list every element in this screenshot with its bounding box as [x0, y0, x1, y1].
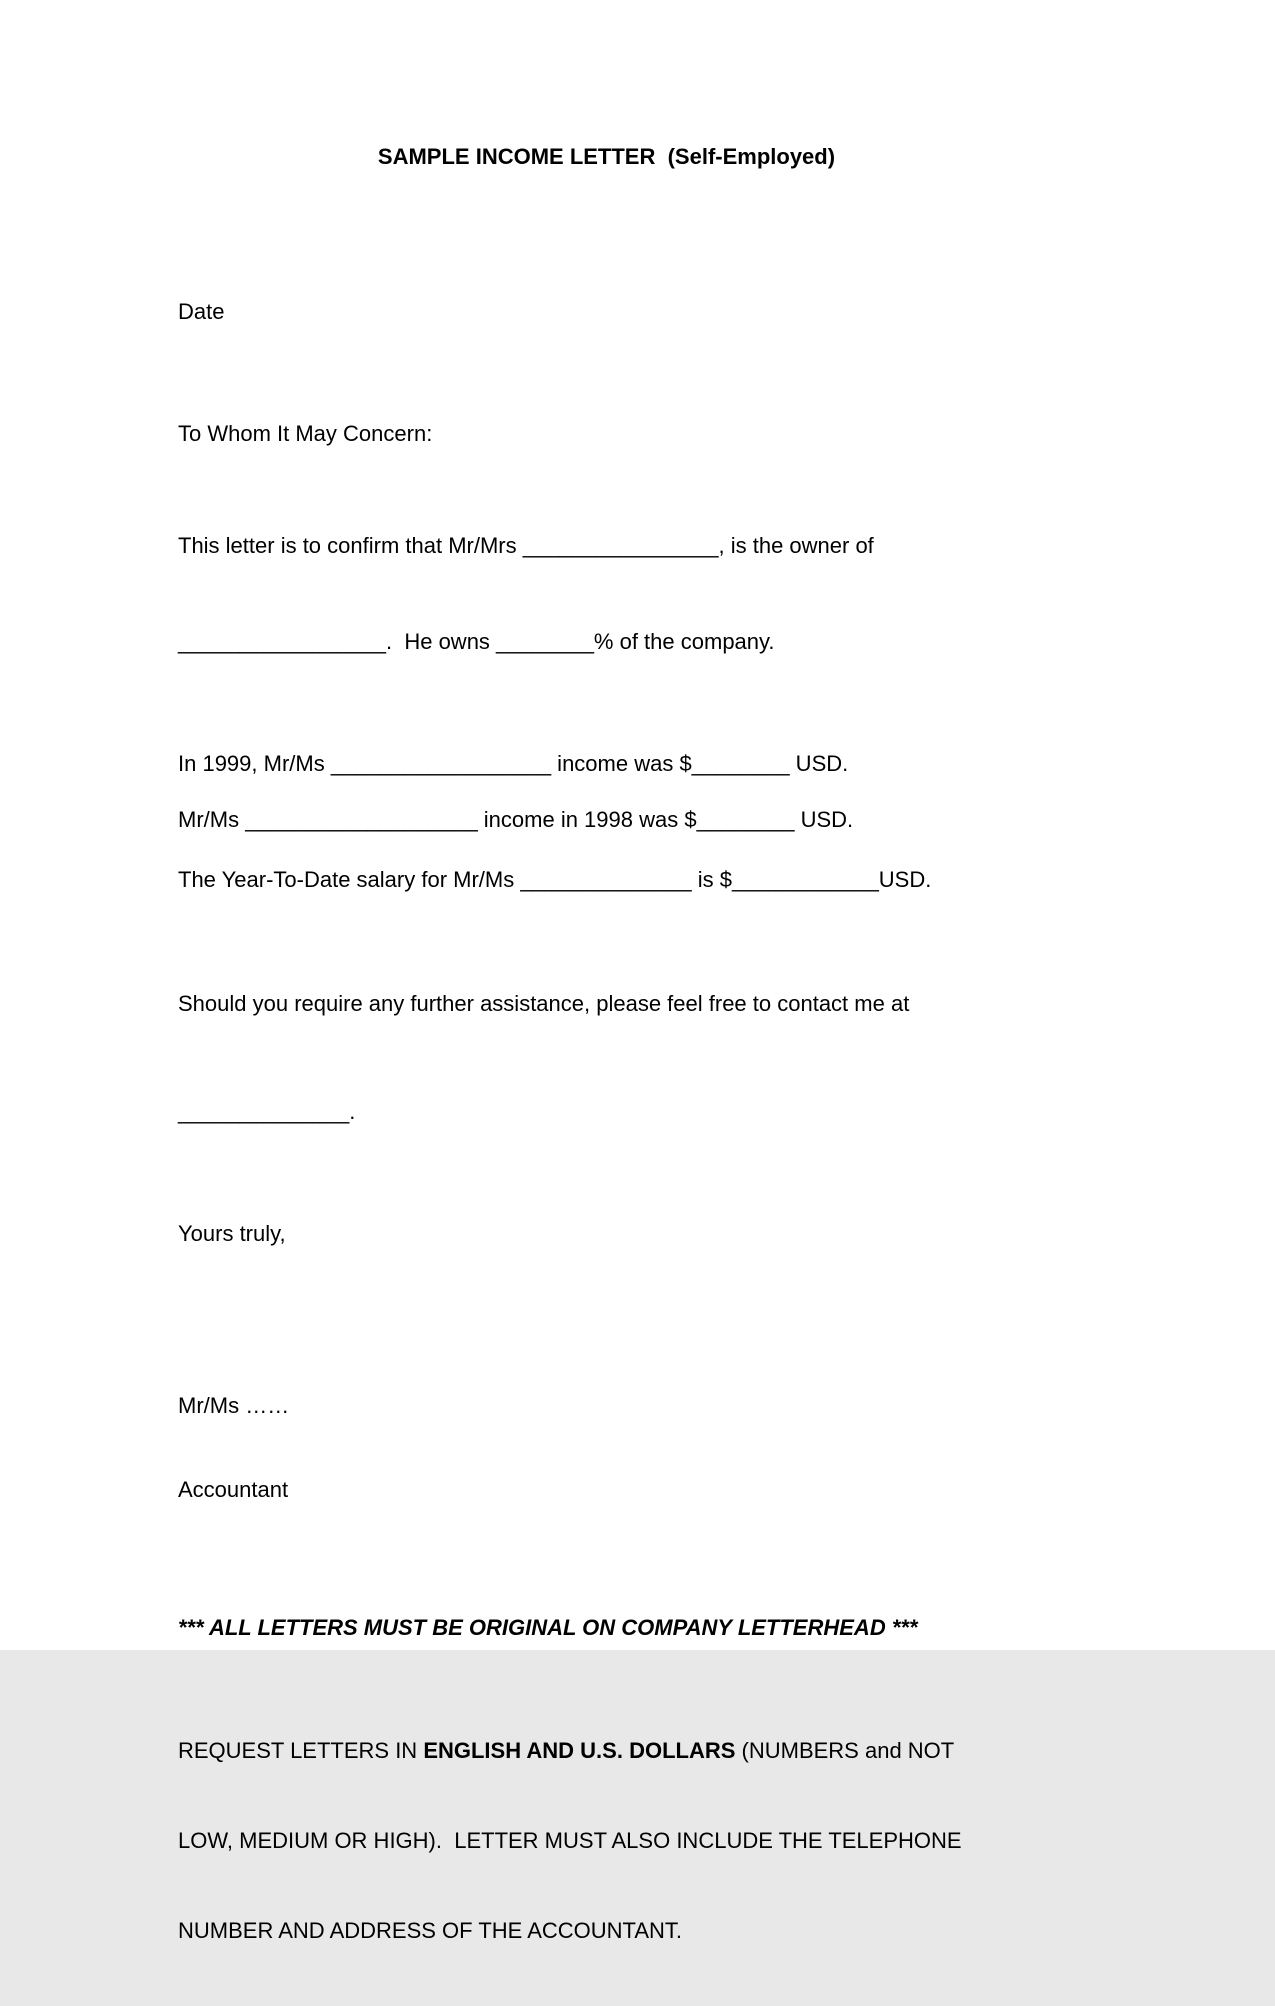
request-notice — [178, 1676, 1035, 2006]
paragraph-ytd-salary: The Year-To-Date salary for Mr/Ms ______________ is $____________USD. — [178, 867, 932, 892]
closing-line: Yours truly, — [178, 1221, 286, 1246]
letterhead-notice: *** ALL LETTERS MUST BE ORIGINAL ON COMPANY LETTERHEAD *** — [178, 1615, 918, 1640]
paragraph-ownership — [178, 466, 1035, 722]
paragraph-income-1999: In 1999, Mr/Ms __________________ income was $________ USD. — [178, 751, 849, 776]
ownership-line-2: _________________. He owns ________% of the company. — [178, 629, 775, 654]
date-line: Date — [178, 299, 225, 324]
signature-name: Mr/Ms …… — [178, 1393, 290, 1418]
contact-line-1: Should you require any further assistance, please feel free to contact me at — [178, 991, 910, 1016]
ownership-line-1: This letter is to confirm that Mr/Mrs ________________, is the owner of — [178, 533, 874, 558]
signature-block — [178, 1336, 1035, 1560]
salutation: To Whom It May Concern: — [178, 421, 433, 446]
document-title: SAMPLE INCOME LETTER (Self-Employed) — [377, 144, 836, 169]
contact-line-2: ______________. — [178, 1099, 356, 1124]
request-notice-line-3: NUMBER AND ADDRESS OF THE ACCOUNTANT. — [178, 1918, 683, 1943]
request-notice-line-2: LOW, MEDIUM OR HIGH). LETTER MUST ALSO INCLUDE THE TELEPHONE — [178, 1828, 962, 1853]
request-notice-line-1-prefix: REQUEST LETTERS IN — [178, 1738, 424, 1763]
signature-title: Accountant — [178, 1477, 289, 1502]
paragraph-income-1998: Mr/Ms ___________________ income in 1998 was $________ USD. — [178, 807, 854, 832]
request-notice-line-1 — [178, 1736, 1035, 1766]
request-notice-line-1-bold: ENGLISH AND U.S. DOLLARS — [423, 1738, 736, 1763]
request-notice-line-1-suffix: (NUMBERS and NOT — [735, 1738, 955, 1763]
paragraph-contact — [178, 914, 1035, 1202]
